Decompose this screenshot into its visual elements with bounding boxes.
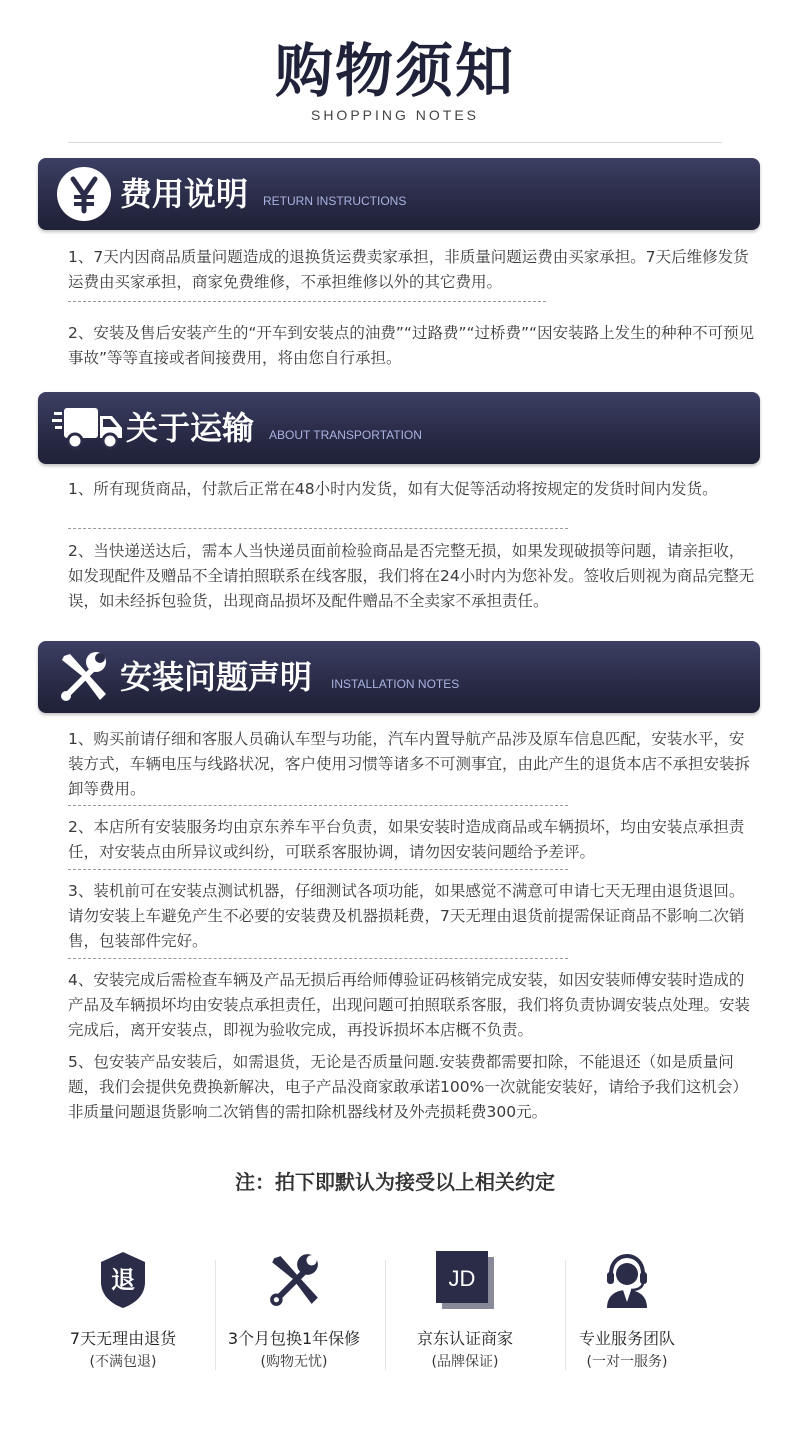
section-banner-fees xyxy=(38,158,760,230)
feature-warranty xyxy=(199,1250,389,1372)
feature-title: 京东认证商家 xyxy=(416,1329,513,1348)
fees-item-2: 2、安装及售后安装产生的“开车到安装点的油费”“过路费”“过桥费”“因安装路上发生的种种不可预见事故”等等直接或者间接费用，将由您自行承担。 xyxy=(68,324,755,367)
dashed-divider xyxy=(68,869,568,870)
section-title-en: INSTALLATION NOTES xyxy=(331,677,460,691)
section-title-en: ABOUT TRANSPORTATION xyxy=(269,428,422,442)
section-title: 关于运输 xyxy=(126,409,255,447)
page-title: 购物须知 xyxy=(274,37,515,105)
yen-icon xyxy=(56,166,112,222)
installation-item-2: 2、本店所有安装服务均由京东养车平台负责，如果安装时造成商品或车辆损坏，均由安装点承担责任，对安装点由所异议或纠纷，可联系客服协调，请勿因安装问题给予差评。 xyxy=(68,818,745,861)
section-title: 费用说明 xyxy=(120,175,249,213)
dashed-divider xyxy=(68,528,568,529)
feature-return xyxy=(28,1250,218,1372)
feature-service xyxy=(532,1250,722,1372)
installation-item-1: 1、购买前请仔细和客服人员确认车型与功能，汽车内置导航产品涉及原车信息匹配，安装水平，安装方式，车辆电压与线路状况，客户使用习惯等诸多不可测事宜，由此产生的退货本店不承担安装拆卸等费用。 xyxy=(68,730,751,798)
dashed-divider xyxy=(68,805,568,806)
return-badge-icon xyxy=(98,1250,148,1310)
tools-icon xyxy=(56,650,110,704)
feature-title: 专业服务团队 xyxy=(578,1329,675,1348)
feature-subtitle: (购物无忧) xyxy=(260,1354,328,1370)
feature-subtitle: (品牌保证) xyxy=(431,1354,499,1370)
customer-service-icon xyxy=(603,1252,651,1308)
installation-item-5: 5、包安装产品安装后，如需退货，无论是否质量问题.安装费都需要扣除，不能退还（如是质量问题，我们会提供免费换新解决，电子产品没商家敢承诺100%一次就能安装好，请给予我们这机会）非质量问题退货影响二次销售的需扣除机器线材及外壳损耗费300元。 xyxy=(68,1053,748,1121)
fees-item-1: 1、7天内因商品质量问题造成的退换货运费卖家承担，非质量问题运费由买家承担。7天后维修发货运费由买家承担，商家免费维修，不承担维修以外的其它费用。 xyxy=(68,248,749,291)
feature-subtitle: (一对一服务) xyxy=(586,1354,668,1370)
return-badge-glyph: 退 xyxy=(111,1266,135,1294)
installation-item-3: 3、装机前可在安装点测试机器，仔细测试各项功能，如果感觉不满意可申请七天无理由退货退回。请勿安装上车避免产生不必要的安装费及机器损耗费，7天无理由退货前提需保证商品不影响二次销售，包装部件完好。 xyxy=(68,882,745,950)
header-divider xyxy=(68,142,722,143)
truck-icon xyxy=(52,404,126,452)
installation-item-4: 4、安装完成后需检查车辆及产品无损后再给师傅验证码核销完成安装，如因安装师傅安装时造成的产品及车辆损坏均由安装点承担责任，出现问题可拍照联系客服，我们将负责协调安装点处理。安装完成后，离开安装点，即视为验收完成，再投诉损坏本店概不负责。 xyxy=(68,971,751,1039)
page-subtitle: SHOPPING NOTES xyxy=(310,107,480,123)
section-title: 安装问题声明 xyxy=(120,658,313,696)
transport-item-2: 2、当快递送达后，需本人当快递员面前检验商品是否完整无损，如果发现破损等问题，请亲拒收，如发现配件及赠品不全请拍照联系在线客服，我们将在24小时内为您补发。签收后则视为商品完整无误，如未经拆包验货，出现商品损坏及配件赠品不全卖家不承担责任。 xyxy=(68,542,755,610)
section-banner-transport xyxy=(38,392,760,464)
feature-subtitle: (不满包退) xyxy=(89,1354,157,1370)
dashed-divider xyxy=(68,958,568,959)
agreement-note: 注：拍下即默认为接受以上相关约定 xyxy=(235,1170,555,1194)
section-title-en: RETURN INSTRUCTIONS xyxy=(263,194,407,208)
section-banner-installation xyxy=(38,641,760,713)
jd-logo-icon xyxy=(436,1251,494,1309)
jd-logo-glyph: JD xyxy=(448,1266,476,1291)
transport-item-1: 1、所有现货商品，付款后正常在48小时内发货，如有大促等活动将按规定的发货时间内发货。 xyxy=(68,480,718,498)
tools-icon xyxy=(266,1252,322,1308)
feature-title: 7天无理由退货 xyxy=(69,1329,177,1348)
dashed-divider xyxy=(68,301,546,302)
feature-title: 3个月包换1年保修 xyxy=(227,1329,361,1348)
